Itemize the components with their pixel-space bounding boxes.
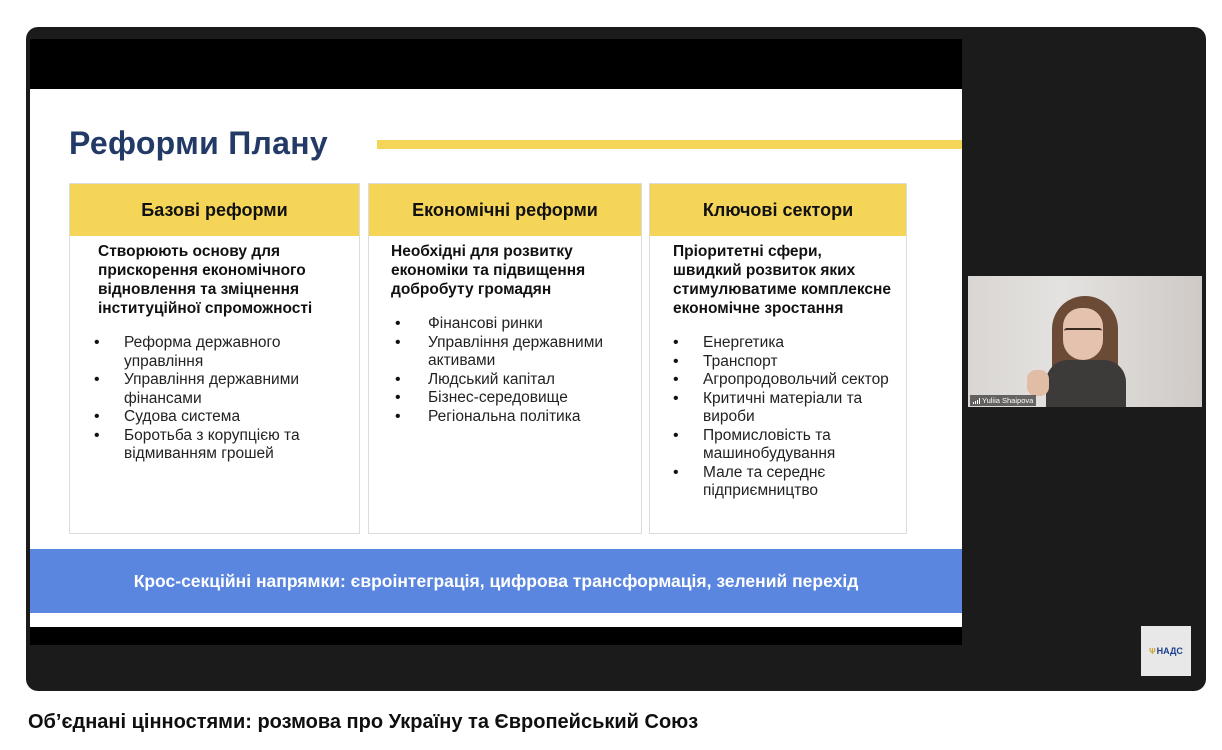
column-description: Необхідні для розвитку економіки та підвищення добробуту громадян	[391, 243, 586, 298]
list-item: • Управління державними фінансами	[94, 371, 345, 408]
participant-video-tile[interactable]	[968, 276, 1202, 407]
column-basic-reforms	[69, 183, 360, 534]
column-description: Пріоритетні сфери, швидкий розвиток яких стимулюватиме комплексне економічне зростання	[673, 243, 892, 317]
column-header: Економічні реформи	[369, 184, 641, 236]
list-item: • Енергетика	[673, 334, 892, 353]
list-item: • Судова система	[94, 408, 345, 427]
list-item: • Мале та середнє підприємництво	[673, 464, 892, 501]
column-header: Базові реформи	[70, 184, 359, 236]
title-accent-bar	[377, 140, 962, 149]
participant-glasses	[1064, 328, 1102, 340]
column-description: Створюють основу для прискорення економічного відновлення та зміцнення інституційної спроможності	[98, 243, 313, 317]
trident-icon: Ψ	[1149, 646, 1156, 656]
list-item: • Управління державними активами	[395, 334, 627, 371]
channel-logo[interactable]	[1141, 626, 1191, 676]
list-item: • Людський капітал	[395, 371, 627, 390]
list-item: • Бізнес-середовище	[395, 389, 627, 408]
column-header: Ключові сектори	[650, 184, 906, 236]
list-item: • Промисловість та машинобудування	[673, 427, 892, 464]
list-item: • Транспорт	[673, 353, 892, 372]
slide-title: Реформи Плану	[69, 125, 328, 161]
list-item: • Агропродовольчий сектор	[673, 371, 892, 390]
participant-hand	[1027, 370, 1049, 396]
column-list	[673, 334, 892, 501]
list-item: • Фінансові ринки	[395, 315, 627, 334]
list-item: • Реформа державного управління	[94, 334, 345, 371]
column-economic-reforms	[368, 183, 642, 534]
video-title: Об’єднані цінностями: розмова про Україну та Європейський Союз	[28, 711, 699, 733]
cross-sectional-banner: Крос-секційні напрямки: євроінтеграція, цифрова трансформація, зелений перехід	[30, 549, 962, 613]
signal-strength-icon	[973, 398, 980, 404]
presentation-slide	[30, 89, 962, 627]
shared-screen	[30, 39, 962, 645]
column-list	[98, 334, 345, 464]
list-item: • Критичні матеріали та вироби	[673, 390, 892, 427]
participant-name: Yuliia Shaipova	[982, 396, 1034, 405]
video-player[interactable]	[26, 27, 1206, 691]
participant-name-label	[970, 395, 1036, 406]
logo-text: НАДС	[1156, 646, 1183, 656]
column-key-sectors	[649, 183, 907, 534]
list-item: • Боротьба з корупцією та відмиванням грошей	[94, 427, 345, 464]
column-list	[391, 315, 627, 426]
participant-body	[1046, 360, 1126, 407]
list-item: • Регіональна політика	[395, 408, 627, 427]
